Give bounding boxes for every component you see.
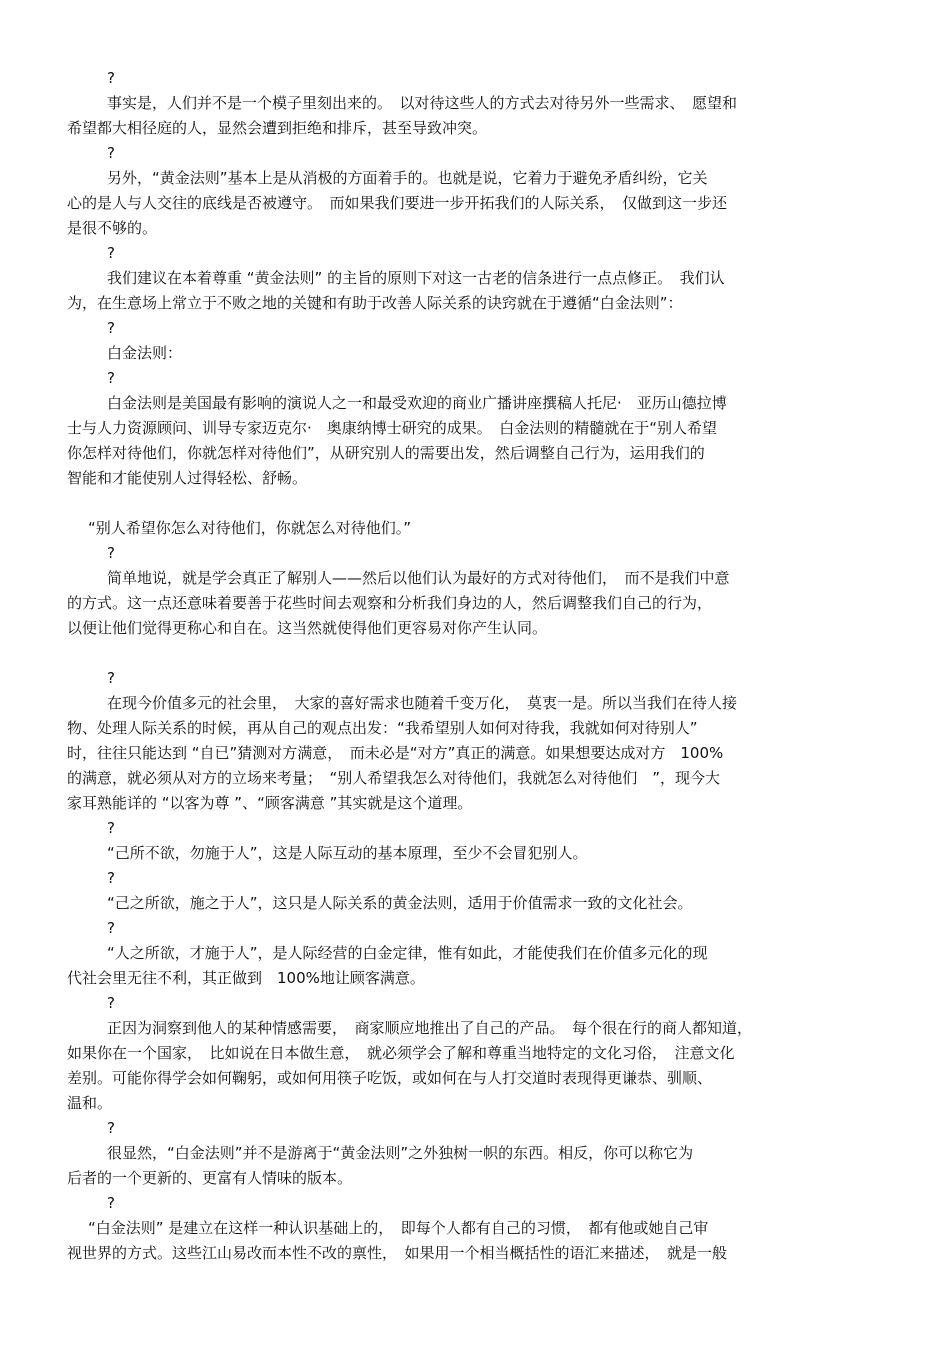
question-mark: ?: [107, 869, 115, 887]
text-line: 白金法则是美国最有影响的演说人之一和最受欢迎的商业广播讲座撰稿人托尼· 亚历山德拉博: [107, 394, 727, 412]
text-line: “人之所欲，才施于人”，是人际经营的白金定律，惟有如此，才能使我们在价值多元化的现: [107, 944, 708, 962]
text-line: 你怎样对待他们，你就怎样对待他们”，从研究别人的需要出发，然后调整自己行为，运用我们的: [67, 444, 705, 462]
text-line: 心的是人与人交往的底线是否被遵守。 而如果我们要进一步开拓我们的人际关系， 仅做到这一步还: [67, 194, 728, 212]
question-mark: ?: [107, 144, 115, 162]
text-line: 后者的一个更新的、更富有人情味的版本。: [67, 1169, 353, 1187]
question-mark: ?: [107, 994, 115, 1012]
question-mark: ?: [107, 319, 115, 337]
text-line: 以便让他们觉得更称心和自在。这当然就使得他们更容易对你产生认同。: [67, 619, 548, 637]
text-line: “白金法则” 是建立在这样一种认识基础上的， 即每个人都有自己的习惯， 都有他或她自己审: [88, 1219, 709, 1237]
text-line: 简单地说，就是学会真正了解别人——然后以他们认为最好的方式对待他们， 而不是我们中意: [107, 569, 730, 587]
text-line: 视世界的方式。这些江山易改而本性不改的禀性， 如果用一个相当概括性的语汇来描述， 就是一般: [67, 1244, 728, 1262]
text-line: “己所不欲，勿施于人”，这是人际互动的基本原理，至少不会冒犯别人。: [107, 844, 588, 862]
text-line: 为，在生意场上常立于不败之地的关键和有助于改善人际关系的诀窍就在于遵循“白金法则”：: [67, 294, 683, 312]
text-line: 的满意，就必须从对方的立场来考量； “别人希望我怎么对待他们，我就怎么对待他们 ”，现今大: [67, 769, 721, 787]
question-mark: ?: [107, 544, 115, 562]
question-mark: ?: [107, 1119, 115, 1137]
quote-line: “别人希望你怎么对待他们，你就怎么对待他们。”: [88, 519, 412, 537]
text-line: 差别。可能你得学会如何鞠躬，或如何用筷子吃饭，或如何在与人打交道时表现得更谦恭、驯顺、: [67, 1069, 713, 1087]
text-line: “己之所欲，施之于人”，这只是人际关系的黄金法则，适用于价值需求一致的文化社会。: [107, 894, 693, 912]
text-line: 在现今价值多元的社会里， 大家的喜好需求也随着千变万化， 莫衷一是。所以当我们在待人接: [107, 694, 738, 712]
text-line: 是很不够的。: [67, 219, 158, 237]
text-line: 时，往往只能达到 “自已”猜测对方满意， 而未必是“对方”真正的满意。如果想要达成对方 100%: [67, 744, 724, 762]
text-line: 士与人力资源顾问、训导专家迈克尔· 奥康纳博士研究的成果。 白金法则的精髓就在于“别人希望: [67, 419, 718, 437]
text-line: 事实是，人们并不是一个模子里刻出来的。 以对待这些人的方式去对待另外一些需求、 愿望和: [107, 94, 738, 112]
text-line: 正因为洞察到他人的某种情感需要， 商家顺应地推出了自己的产品。 每个很在行的商人都知道，: [107, 1019, 753, 1037]
question-mark: ?: [107, 1194, 115, 1212]
text-line: 很显然，“白金法则”并不是游离于“黄金法则”之外独树一帜的东西。相反，你可以称它为: [107, 1144, 694, 1162]
text-line: 代社会里无往不利，其正做到 100%地让顾客满意。: [67, 969, 425, 987]
question-mark: ?: [107, 369, 115, 387]
text-line: 另外，“黄金法则”基本上是从消极的方面着手的。也就是说，它着力于避免矛盾纠纷，它关: [107, 169, 708, 187]
section-heading: 白金法则：: [107, 344, 183, 362]
question-mark: ?: [107, 669, 115, 687]
question-mark: ?: [107, 919, 115, 937]
text-line: 我们建议在本着尊重 “黄金法则” 的主旨的原则下对这一古老的信条进行一点点修正。 我们认: [107, 269, 725, 287]
text-line: 智能和才能使别人过得轻松、舒畅。: [67, 469, 308, 487]
question-mark: ?: [107, 244, 115, 262]
text-line: 家耳熟能详的 “以客为尊 ”、“顾客满意 ”其实就是这个道理。: [67, 794, 473, 812]
text-line: 的方式。这一点还意味着要善于花些时间去观察和分析我们身边的人，然后调整我们自己的行为，: [67, 594, 713, 612]
text-line: 物、处理人际关系的时候，再从自己的观点出发：“我希望别人如何对待我，我就如何对待别人”: [67, 719, 698, 737]
question-mark: ?: [107, 69, 115, 87]
text-line: 温和。: [67, 1094, 113, 1112]
text-line: 希望都大相径庭的人，显然会遭到拒绝和排斥，甚至导致冲突。: [67, 119, 488, 137]
text-line: 如果你在一个国家， 比如说在日本做生意， 就必须学会了解和尊重当地特定的文化习俗， 注意文化: [67, 1044, 735, 1062]
question-mark: ?: [107, 819, 115, 837]
